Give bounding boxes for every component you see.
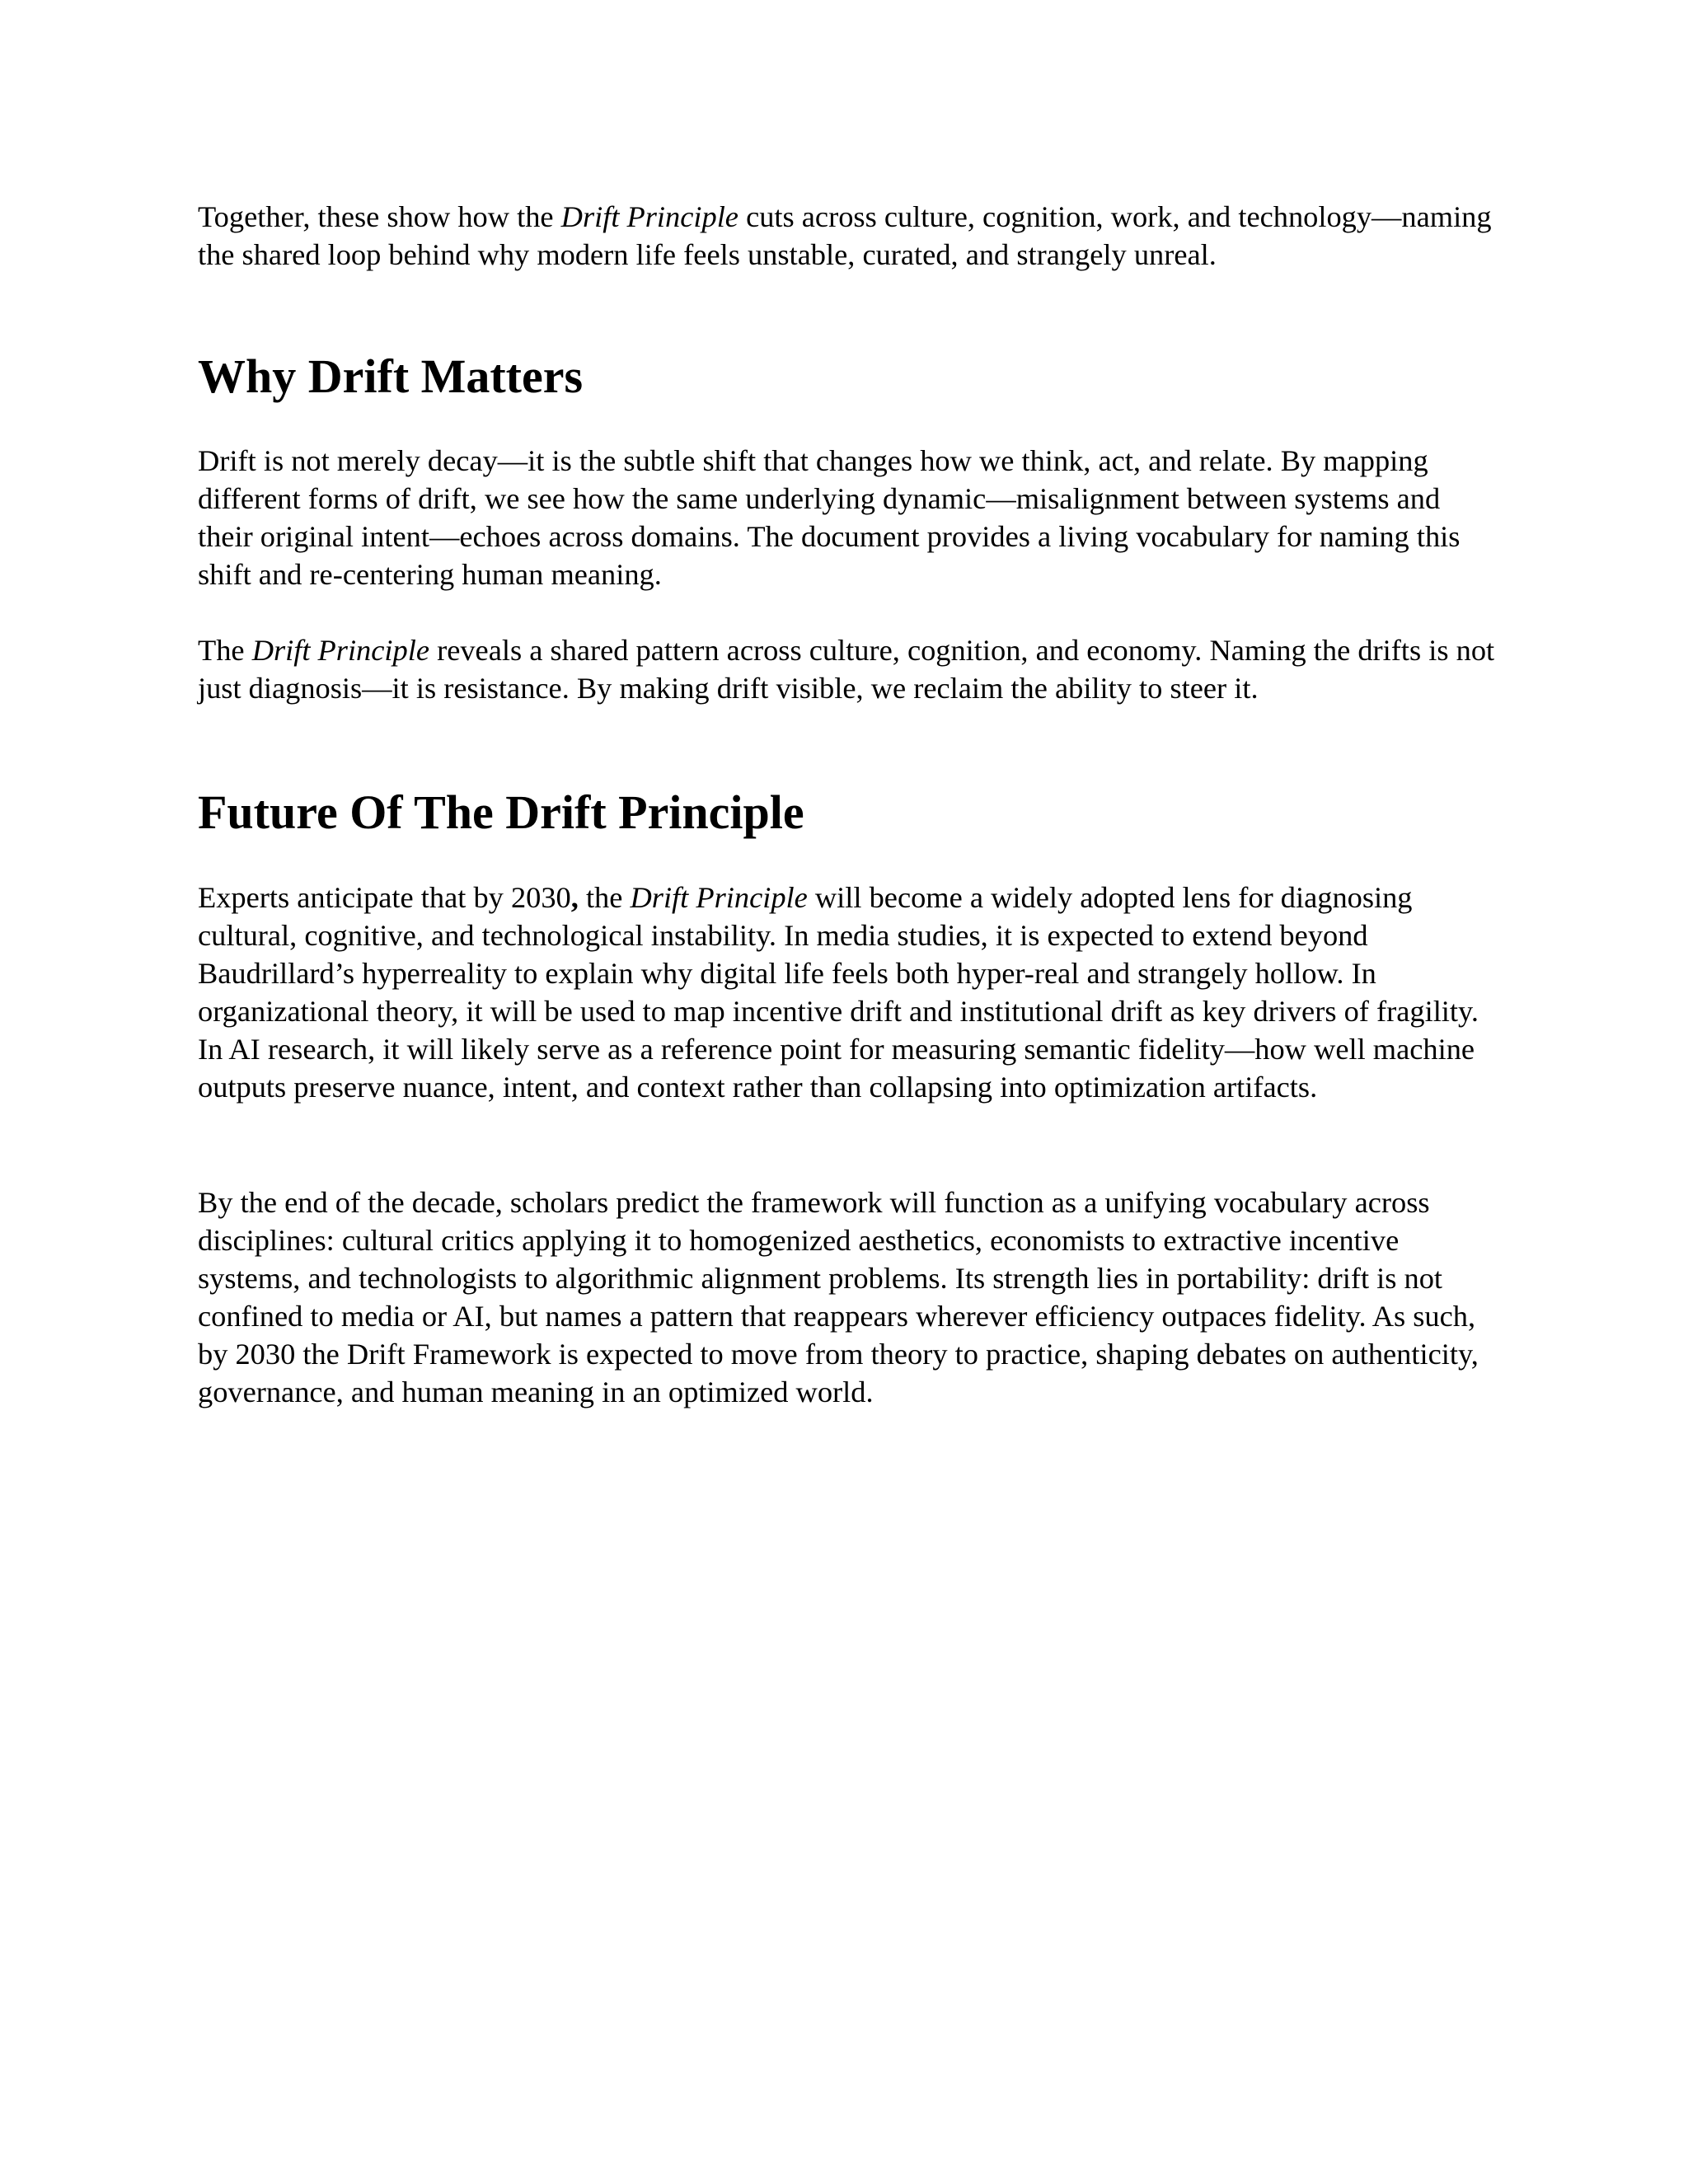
intro-text-start: Together, these show how the: [198, 200, 561, 233]
why-p2-text-end: reveals a shared pattern across culture, cognition, and economy. Naming the drifts is not just diagnosis—it is resistance. By making drift visible, we reclaim the ability to steer it.: [198, 634, 1495, 705]
future-p1-text-mid: the: [578, 881, 631, 914]
intro-paragraph: [198, 198, 1500, 274]
why-p2-italic-term: Drift Principle: [251, 634, 429, 667]
why-p2-text-start: The: [198, 634, 252, 667]
future-heading: Future Of The Drift Principle: [198, 785, 804, 839]
future-paragraph-1: [198, 879, 1500, 1106]
future-paragraph-2: By the end of the decade, scholars predict the framework will function as a unifying vocabulary across disciplines: cultural critics applying it to homogenized aesthetics, economists to extractive incentive systems, and technologists to algorithmic alignment problems. Its strength lies in portability: drift is not confined to media or AI, but names a pattern that reappears wherever efficiency outpaces fidelity. As such, by 2030 the Drift Framework is expected to move from theory to practice, shaping debates on authenticity, governance, and human meaning in an optimized world.: [198, 1186, 1479, 1408]
why-drift-matters-heading: Why Drift Matters: [198, 349, 584, 403]
future-p1-italic-term: Drift Principle: [630, 881, 808, 914]
intro-text-end: cuts across culture, cognition, work, and technology—naming the shared loop behind why modern life feels unstable, curated, and strangely unreal.: [198, 200, 1492, 271]
intro-italic-term: Drift Principle: [560, 200, 738, 233]
why-paragraph-2: [198, 631, 1500, 707]
why-paragraph-1: Drift is not merely decay—it is the subtle shift that changes how we think, act, and relate. By mapping different forms of drift, we see how the same underlying dynamic—misalignment between systems and their original intent—echoes across domains. The document provides a living vocabulary for naming this shift and re-centering human meaning.: [198, 444, 1461, 591]
future-p1-bold-comma: ,: [570, 881, 579, 914]
future-p1-text-end: will become a widely adopted lens for diagnosing cultural, cognitive, and technological instability. In media studies, it is expected to extend beyond Baudrillard’s hyperreality to explain why digital life feels both hyper-real and strangely hollow. In organizational theory, it will be used to map incentive drift and institutional drift as key drivers of fragility. In AI research, it will likely serve as a reference point for measuring semantic fidelity—how well machine outputs preserve nuance, intent, and context rather than collapsing into optimization artifacts.: [198, 881, 1479, 1104]
future-p1-text-start: Experts anticipate that by 2030: [198, 881, 571, 914]
